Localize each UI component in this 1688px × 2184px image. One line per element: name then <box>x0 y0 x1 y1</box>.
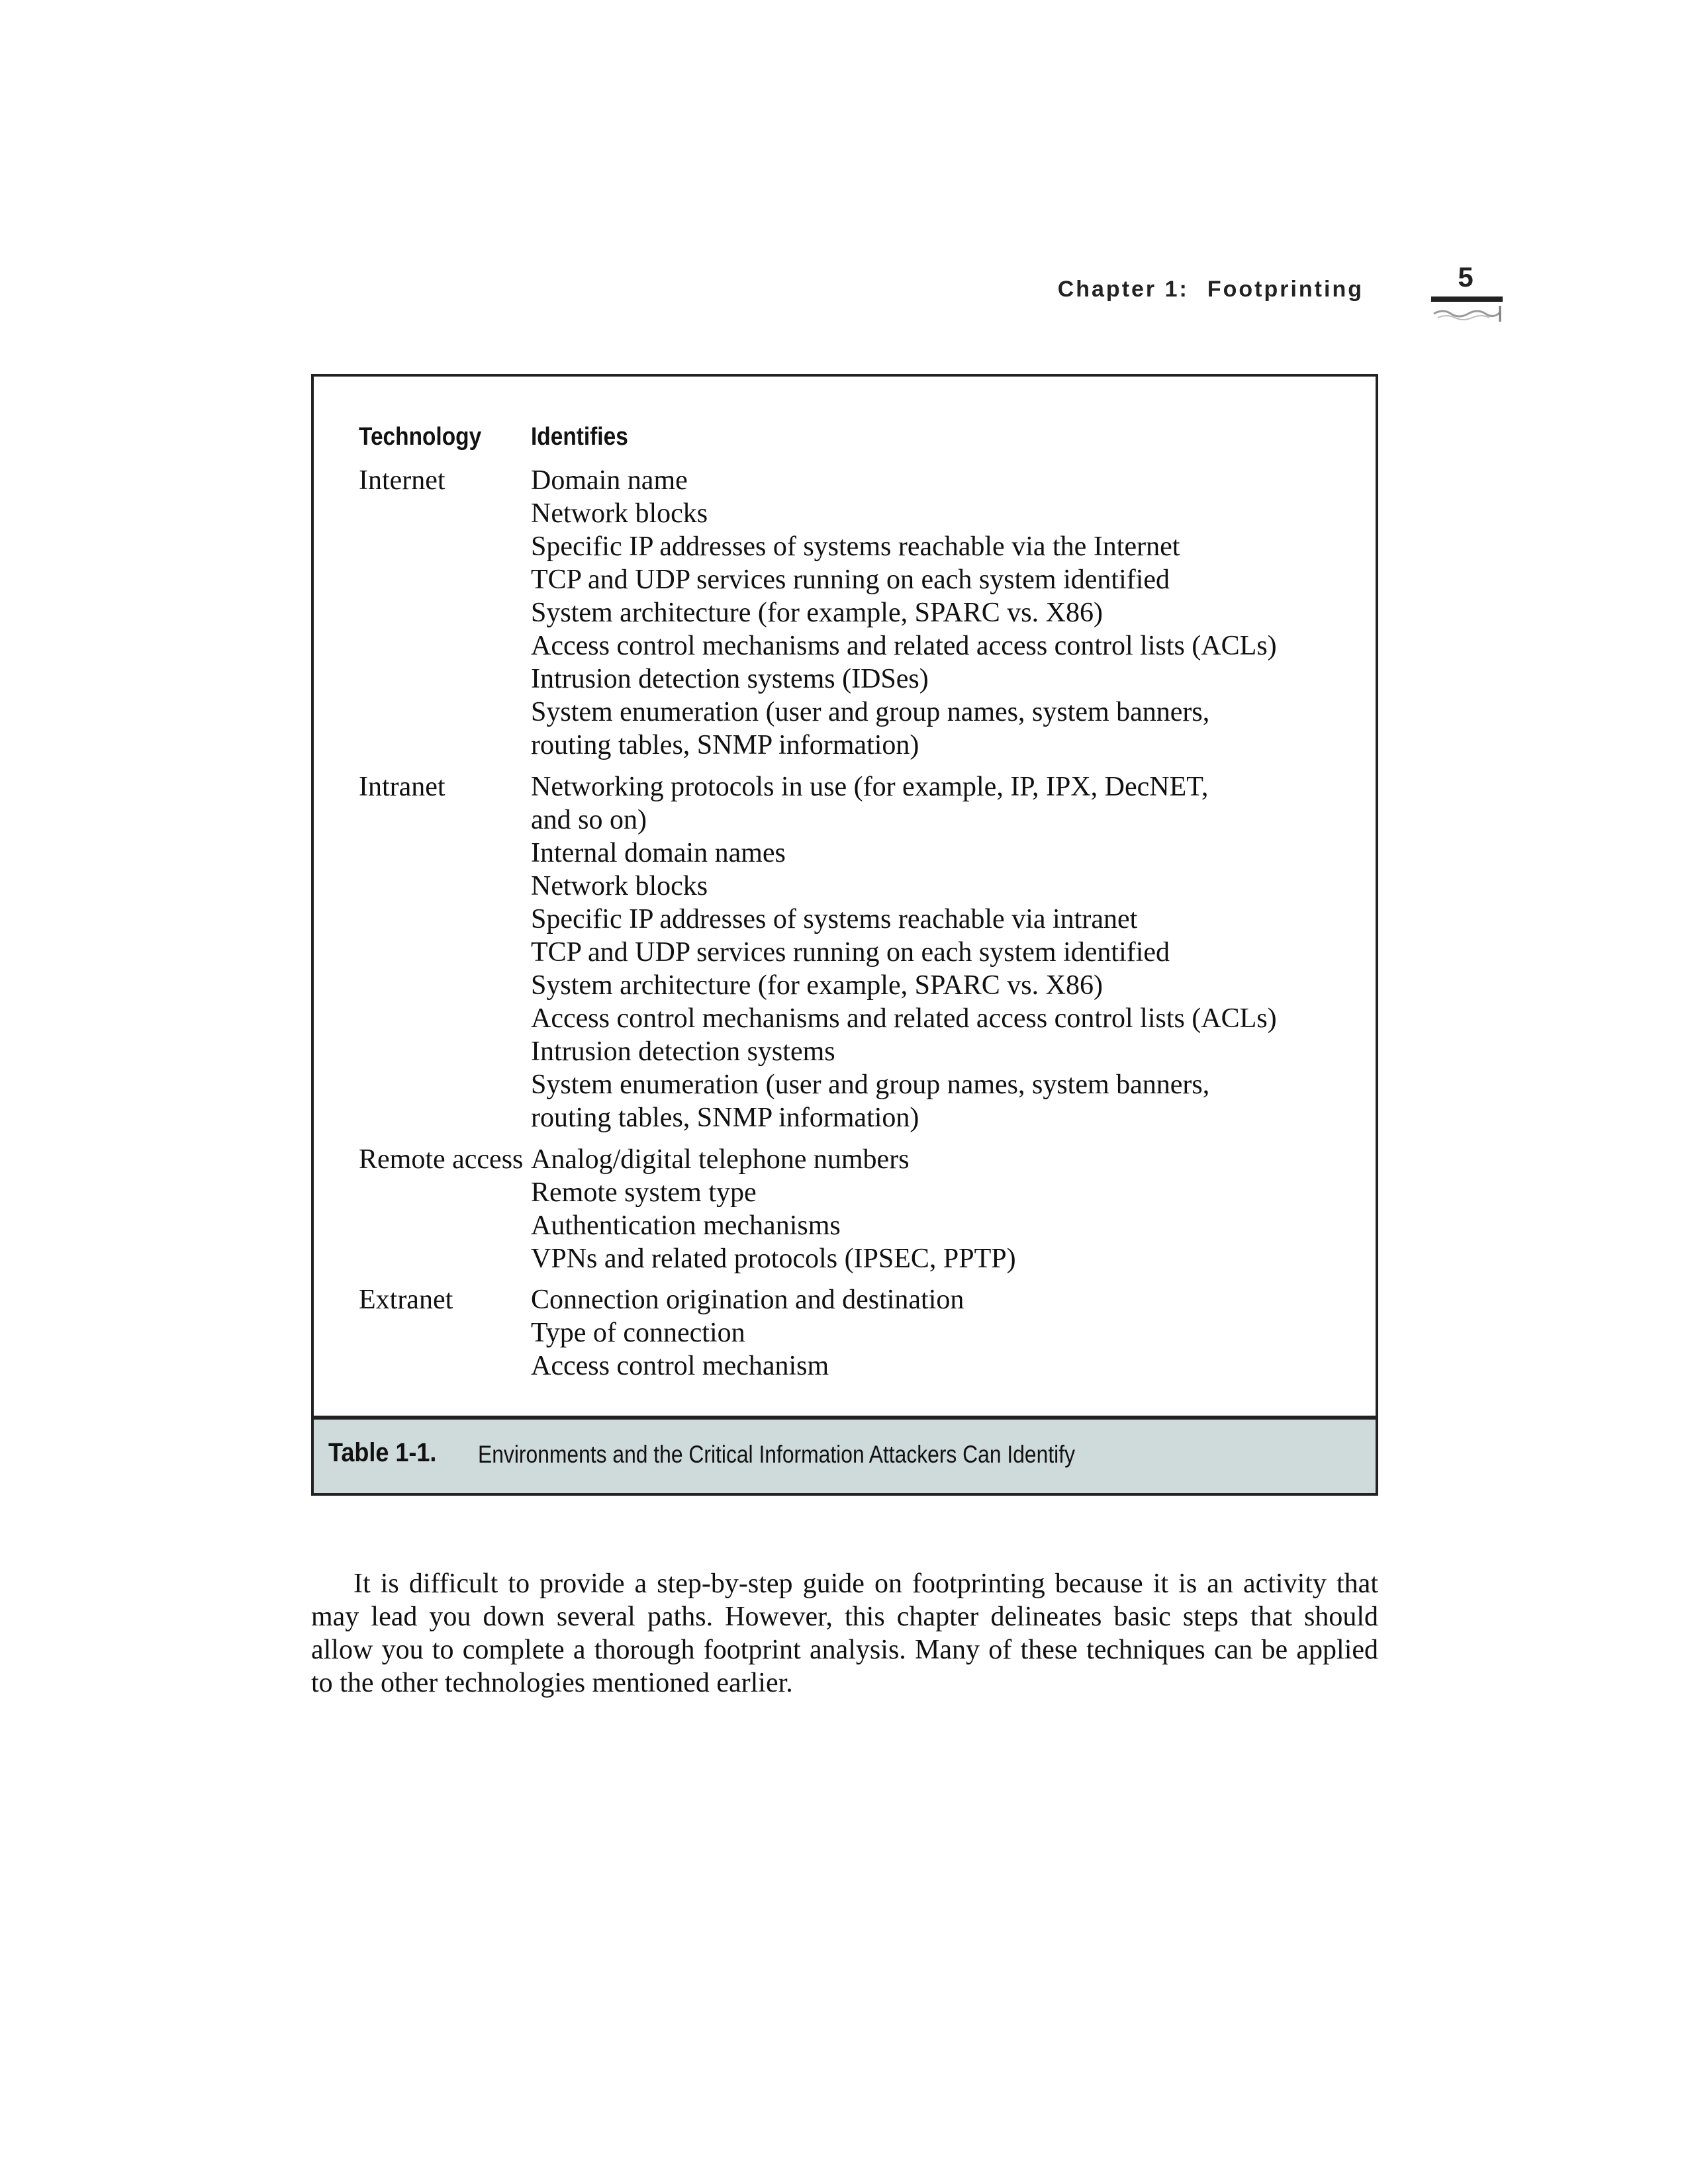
identifies-cell <box>531 1143 1365 1275</box>
identifies-cell <box>531 1283 1365 1383</box>
list-item: Access control mechanisms and related access control lists (ACLs) <box>531 1003 1277 1034</box>
table-caption <box>314 1416 1376 1493</box>
list-item: Network blocks <box>531 871 708 901</box>
list-item: Domain name <box>531 465 688 496</box>
list-item: Access control mechanism <box>531 1351 829 1381</box>
list-item: Remote system type <box>531 1177 757 1208</box>
list-item: System architecture (for example, SPARC vs. X86) <box>531 970 1103 1001</box>
technology-cell: Internet <box>359 465 445 496</box>
list-item: routing tables, SNMP information) <box>531 730 919 760</box>
running-header <box>1046 277 1364 302</box>
list-item: System architecture (for example, SPARC vs. X86) <box>531 598 1103 628</box>
column-header-technology: Technology <box>359 423 482 451</box>
list-item: Specific IP addresses of systems reachable via the Internet <box>531 531 1180 562</box>
table-1-1 <box>311 374 1378 1496</box>
technology-cell: Intranet <box>359 772 445 802</box>
identifies-cell <box>531 464 1365 762</box>
caption-number: Table 1-1. <box>328 1438 437 1467</box>
list-item: routing tables, SNMP information) <box>531 1103 919 1133</box>
list-item: Analog/digital telephone numbers <box>531 1144 910 1175</box>
technology-cell: Remote access <box>359 1144 524 1175</box>
page-number: 5 <box>1458 261 1474 293</box>
list-item: Internal domain names <box>531 838 786 868</box>
list-item: Access control mechanisms and related access control lists (ACLs) <box>531 631 1277 661</box>
table-body <box>314 377 1376 1416</box>
list-item: VPNs and related protocols (IPSEC, PPTP) <box>531 1244 1016 1274</box>
list-item: Specific IP addresses of systems reachable via intranet <box>531 904 1138 934</box>
chapter-label: Chapter 1: <box>1057 277 1189 302</box>
body-paragraph: It is difficult to provide a step-by-step guide on footprinting because it is an activity that may lead you down several paths. However, this chapter delineates basic steps that should allow you to complete a thorough footprint analysis. Many of these techniques can be applied to the other technologies mentioned earlier. <box>311 1569 1378 1698</box>
column-header-identifies: Identifies <box>531 423 628 451</box>
page-ornament-icon <box>1431 304 1503 323</box>
page-number-rule <box>1431 296 1503 302</box>
chapter-title: Footprinting <box>1207 277 1364 302</box>
list-item: Connection origination and destination <box>531 1285 964 1315</box>
technology-cell: Extranet <box>359 1285 453 1315</box>
identifies-cell <box>531 770 1365 1134</box>
list-item: System enumeration (user and group names, system banners, <box>531 1069 1210 1100</box>
list-item: TCP and UDP services running on each system identified <box>531 565 1170 595</box>
list-item: Network blocks <box>531 498 708 529</box>
list-item: Intrusion detection systems (IDSes) <box>531 664 929 694</box>
caption-text: Environments and the Critical Information Attackers Can Identify <box>478 1441 1075 1468</box>
list-item: and so on) <box>531 805 647 835</box>
list-item: Type of connection <box>531 1318 745 1348</box>
list-item: Authentication mechanisms <box>531 1210 841 1241</box>
list-item: TCP and UDP services running on each system identified <box>531 937 1170 968</box>
list-item: Networking protocols in use (for example, IP, IPX, DecNET, <box>531 772 1209 802</box>
list-item: System enumeration (user and group names, system banners, <box>531 697 1210 727</box>
list-item: Intrusion detection systems <box>531 1036 835 1067</box>
